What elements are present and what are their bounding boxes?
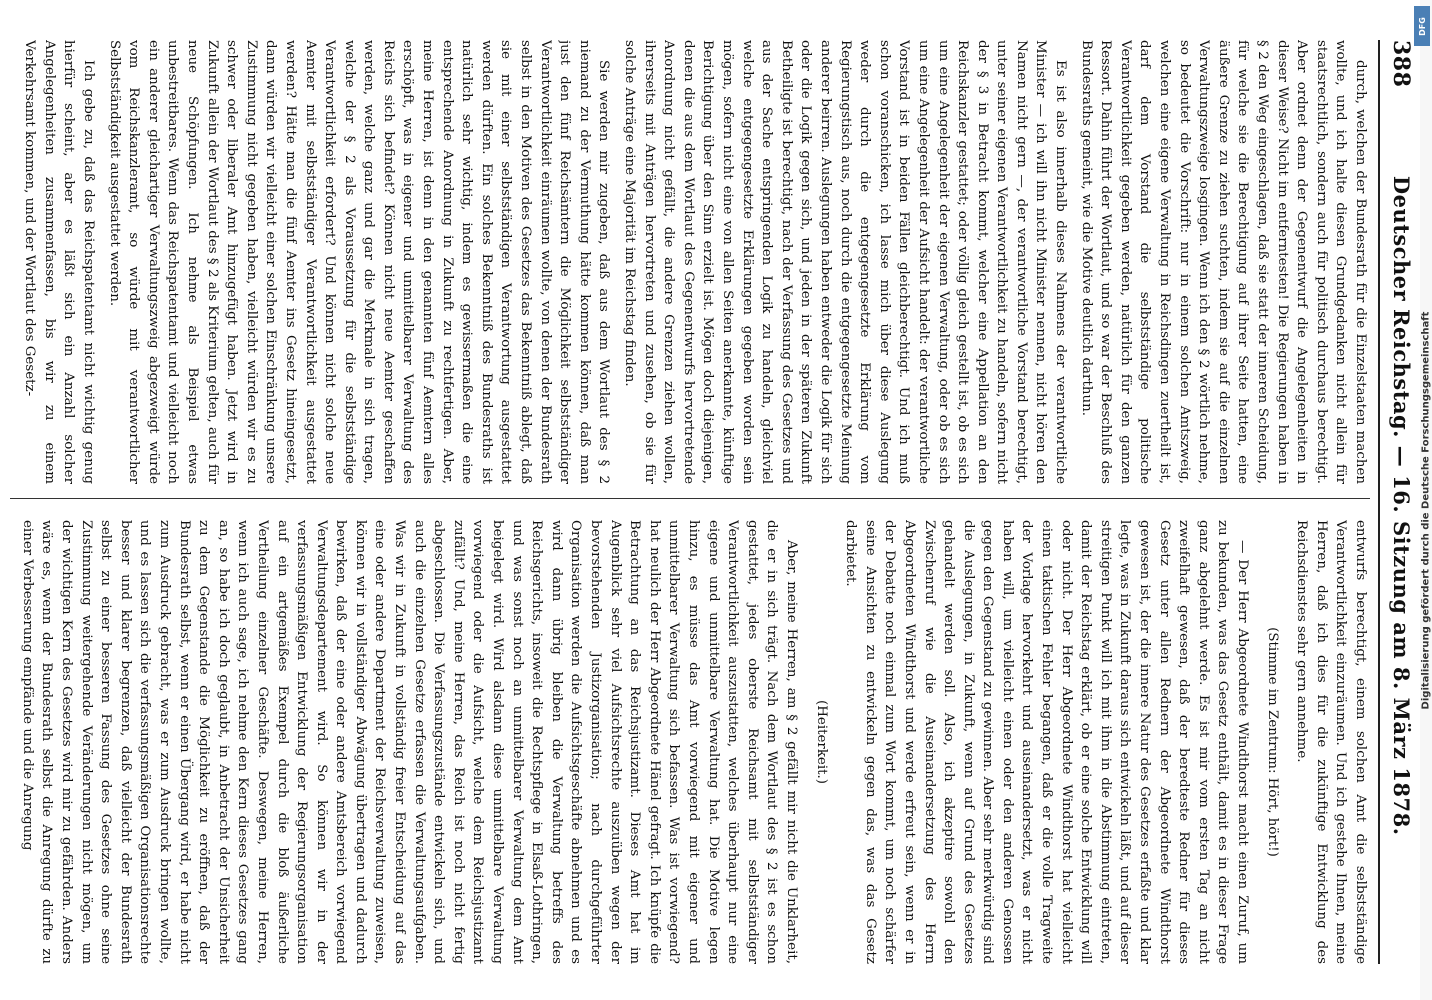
paragraph: durch, welchen der Bundesrath für die Einzelstaaten machen wollte, und ich halte diesen Grundgedanken nicht allein für staatsrechtlich, sondern auch für politisch durchaus berechtigt. Aber ordnet denn der Gegenentwurf die Angelegenheiten in dieser Weise? Nicht im entferntesten! Die Regierungen haben in § 2 den Weg eingeschlagen, daß sie statt der inneren Scheidung, für welche sie die Berechtigung auf ihrer Seite hatten, eine äußere Grenze zu ziehen suchten, indem sie auf die einzelnen Verwaltungszweige losgingen. Wenn ich den § 2 wörtlich nehme, so bedeutet die Vorschrift: nur in einem solchen Amtszweig, welchen eine eigene Verwaltung in Reichsdingen zuertheilt ist, darf dem Vorstand die selbstständige politische Verantwortlichkeit gegeben werden, natürlich für den ganzen Ressort. Dahin führt der Wortlaut, und so war der Beschluß des Bundesraths gemeint, wie die Motive deutlich darthun. <box>1078 40 1368 484</box>
header-rule <box>1378 40 1380 964</box>
paragraph: Ich gebe zu, daß das Reichspatentamt nicht wichtig genug hierfür scheint, aber es läßt sich ein Anzahl solcher Angelegenheiten zusammenfassen, bis wir zu einem Verkehrsamt kommen, und der Wortlaut des Gesetz- <box>22 40 96 484</box>
page-title: Deutscher Reichstag. — 16. Sitzung am 8. März 1878. <box>1389 175 1414 836</box>
page-header <box>1380 40 1414 964</box>
paragraph: Aber, meine Herren, am § 2 gefällt mir nicht die Unklarheit, die er in sich trägt. Nach dem Wortlaut des § 2 ist es schon gestattet, jedes oberste Reichsamt mit selbstständiger Verantwortlichkeit auszustatten, welches überhaupt nur eine eigene und unmittelbare Verwaltung hat. Die Motive legen hinzu, es müsse das Amt vorwiegend mit eigener und unmittelbarer Verwaltung sich befassen. Was ist vorwiegend? hat neulich der Herr Abgeordnete Hänel gefragt. Ich knüpfe die Betrachtung an das Reichsjustizamt. Dieses Amt hat im Augenblick sehr viel Aufsichtsrechte auszuüben wegen der bevorstehenden Justizorganisation; nach durchgeführter Organisation werden die Aufsichtsgeschäfte abnehmen und es wird dann übrig bleiben die Verwaltung betreffs des Reichsgerichts, insoweit die Rechtspflege in Elsaß-Lothringen, und was sonst noch an unmittelbarer Verwaltung dem Amt beigelegt wird. Wird alsdann diese unmittelbare Verwaltung vorwiegend oder die Aufsicht, welche dem Reichsjustizamt zufällt? Und, meine Herren, das Reich ist noch nicht fertig abgeschlossen. Die Verfassungszustände entwickeln sich, und auch die einzelnen Gesetze erfassen die Verwaltungsaufgaben. Was wir in Zukunft in vollständig freier Entscheidung auf das eine oder andere Department der Reichsverwaltung zuweisen, können wir in vollständiger Abwägung übertragen und dadurch bewirken, daß der eine oder andere Amtsbereich vorwiegend Verwaltungsdepartement wird. So können wir in der verfassungsmäßigen Entwicklung der Regierungsorganisation auf ein artgemäßes Exempel durch die bloß äußerliche Vertheilung einzelner Geschäfte. Deswegen, meine Herren, wenn ich auch sage, ich nehme den Kern dieses Gesetzes gang an, so habe ich doch geglaubt, in Anbetracht der Unsicherheit zu dem Gegenstande die Möglichkeit zu eröffnen, daß der Bundesrath selbst, wenn er einen Übergang wird, er habe nicht zum Ausdruck gebracht, was er zum Ausdruck bringen wollte, und es lassen sich die verfassungsmäßigen Organisationsrechte besser und klarer begrenzen, daß vielleicht der Bundesrath selbst zu einer besseren Fassung des Gesetzes ohne seine Zustimmung weitergehende Veränderungen nicht mögen, um der wichtigen Kern des Gesetzes wird mir zu gefährden. Anders wäre es, wenn der Bundesrath selbst die Anregung dürfte zu einer Verbesserung empfände und die Anregung <box>19 520 799 964</box>
page-number: 388 <box>1388 40 1414 88</box>
left-text-column <box>20 40 1370 484</box>
interjection: (Stimme im Zentrum: Hört, hört!) <box>1264 627 1280 857</box>
dfg-logo: DFG <box>1414 6 1430 46</box>
paragraph: Es ist also innerhalb dieses Nahmens der verantwortliche Minister — ich will ihn nicht Minister nennen, nicht hören den Namen nicht gern —, der verantwortliche Vorstand berechtigt, unter seiner eigenen Verantwortlichkeit zu handeln, sofern nicht der § 3 in Betracht kommt, welcher eine Appellation an den Reichskanzler gestattet; oder völlig gleich gestellt ist, ob es sich um eine Angelegenheit der eigenen Verwaltung, oder ob es sich um eine Angelegenheit der Aufsicht handelt: der verantwortliche Vorstand ist in beiden Fällen gleichberechtigt. Und ich muß schon voranschicken, ich lasse mich über diese Auslegung weder durch die entgegengesetzte Erklärung vom Regierungstisch aus, noch durch die entgegengesetzte Meinung anderer beirren. Auslegungen haben entweder die Logik für sich oder die Logik gegen sich, und jeden in der späteren Zukunft Betheiligte ist berechtigt, nach der Verfassung des Gesetzes und aus der Sache entspringenden Logik zu handeln, gleichviel welche entgegengesetzte Erklärungen gegeben worden sein mögen, sofern nicht eine von allen Seiten anerkannte, künftige Berichtigung über den Sinn erzielt ist. Mögen doch diejenigen, denen die aus dem Wortlaut des Gegenentwurfs hervortretende Anordnung nicht gefällt, die andere Grenzen ziehen wollen, ihrerseits mit Anträgen hervortreten und zusehen, ob sie für solche Anträge eine Majorität im Reichstag finden. <box>622 40 1069 484</box>
digitization-credit <box>1412 60 1432 960</box>
right-text-column <box>17 520 1370 964</box>
column-divider <box>10 498 1370 499</box>
interjection: (Heiterkeit.) <box>813 700 829 784</box>
paragraph: — Der Herr Abgeordnete Windthorst macht einen Zuruf, um zu bekunden, was das Gesetz enthält, damit es in dieser Frage ganz abgelehnt werde. Es ist mir vom ersten Tag an nicht zweifelhaft gewesen, daß der beredteste Redner für dieses Gesetz unter allen Rednern der Abgeordnete Windthorst gewesen ist, der die innere Natur des Gesetzes erfaßte und klar legte, was in Zukunft daraus sich entwickeln läßt, und auf dieser streitigen Punkt will ich mit ihm in die Abstimmung eintreten, damit der Reichstag erklärt, ob er eine solche Entwicklung will oder nicht. Der Herr Abgeordnete Windthorst hat vielleicht einen taktischen Fehler begangen, daß er die volle Tragweite der Vorlage hervorkehrt und auseinandersetzt, was er nicht haben will, um vielleicht einen oder den anderen Genossen gegen den Gegenstand zu gewinnen. Aber sehr merkwürdig sind die Auslegungen, in Zukunft, wenn auf Grund des Gesetzes gehandelt werden soll. Also, ich akzeptire sowohl den Zwischenruf wie die Auseinandersetzung des Herrn Abgeordneten Windthorst und werde erfreut sein, wenn er in der Debatte noch einmal zum Wort kommt, um noch schärfer seine Ansichten zu entwickeln gegen das, was das Gesetz darbietet. <box>843 520 1251 964</box>
paragraph: entwurfs berechtigt, einem solchen Amt die selbstständige Verantwortlichkeit einzuräumen. Und ich gestehe Ihnen, meine Herren, daß ich dies für die zukünftige Entwicklung des Reichsdienstes sehr gern annehme. <box>1294 520 1368 964</box>
paragraph: Sie werden mir zugeben, daß aus dem Wortlaut des § 2 niemand zu der Vermuthung hätte kommen können, daß man just den fünf Reichsämtern die Möglichkeit selbstständiger Verantwortlichkeit einräumen wollte, von denen der Bundesrath selbst in den Motiven des Gesetzes das Bekenntniß ablegt, daß sie mit einer selbstständigen Verantwortung ausgestattet werden dürften. Ein solches Bekenntniß des Bundesraths ist natürlich sehr wichtig, indem es gewissermaßen die eine entsprechende Anordnung in Zukunft zu rechtfertigen. Aber, meine Herren, ist denn in den genannten fünf Aemtern alles erschöpft, was in eigener und unmittelbarer Verwaltung des Reichs sich befindet? Können nicht neue Aemter geschaffen werden, welche ganz und gar die Merkmale in sich tragen, welche der § 2 als Voraussetzung für die selbstständige Verantwortlichkeit erfordert? Und können nicht solche neue Aemter mit selbstständiger Verantwortlichkeit ausgestattet werden? Hätte man die fünf Aemter ins Gesetz hineingesetzt, dann würden wir vielleicht einer solchen Einschränkung unsere Zustimmung nicht gegeben haben, vielleicht würden wir es zu schwer oder liberaler Amt hinzugefügt haben. Jetzt wird in Zukunft allein der Wortlaut des § 2 als Kriterium gelten, auch für neue Schöpfungen. Ich nehme als Beispiel etwas unbestreitbares. Wenn das Reichspatentamt und vielleicht noch ein anderer gleichartiger Verwaltungszweig abgezweigt würde vom Reichskanzleramt, so würde mit verantwortlicher Selbstständigkeit ausgestattet werden. <box>106 40 612 484</box>
credit-text: Digitalisierung gefördert durch die Deutsche Forschungsgemeinschaft <box>1420 311 1432 709</box>
